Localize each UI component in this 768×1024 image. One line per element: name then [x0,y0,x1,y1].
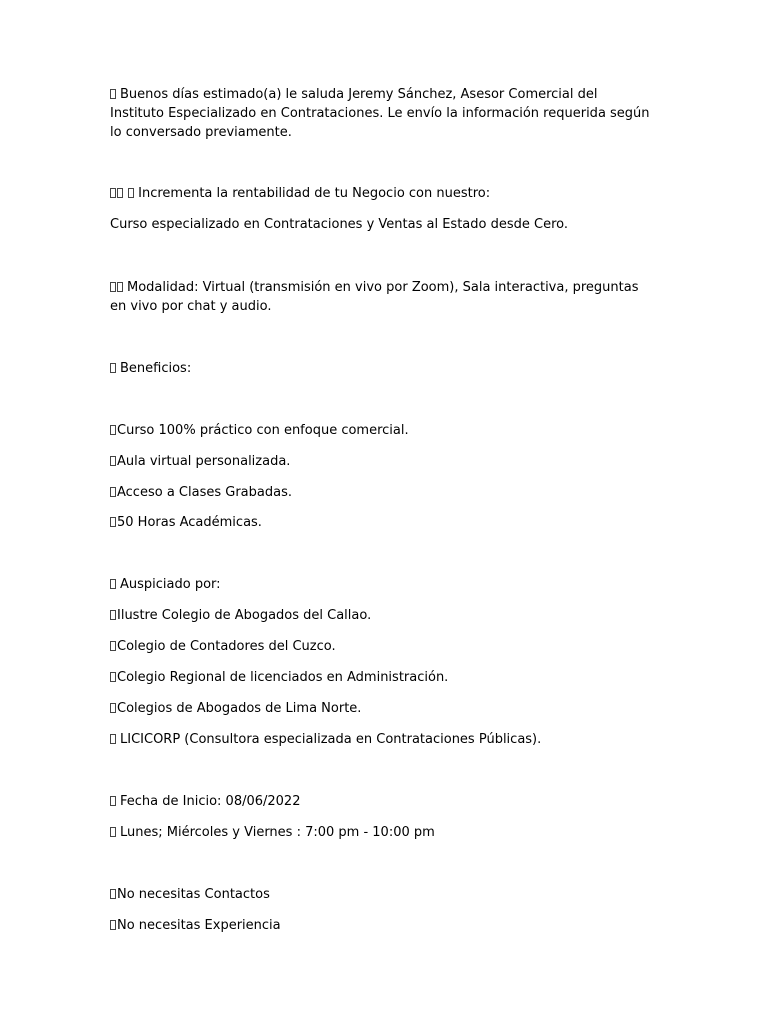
check-glyph-icon [110,487,116,497]
no-experience-text: No necesitas Experiencia [117,918,281,933]
clock-glyph-icon [110,827,116,837]
benefit-text: Aula virtual personalizada. [117,454,291,469]
check-glyph-icon [110,889,116,899]
check-glyph-icon [110,920,116,930]
benefit-item [110,483,655,502]
sponsor-item [110,699,655,718]
schedule-paragraph [110,823,655,842]
benefit-item [110,513,655,532]
headline-text: Incrementa la rentabilidad de tu Negocio con nuestro: [138,186,491,201]
check-glyph-icon [110,672,116,682]
benefit-text: Curso 100% práctico con enfoque comercial. [117,423,409,438]
benefit-text: 50 Horas Académicas. [117,515,262,530]
check-glyph-icon [110,425,116,435]
benefit-item [110,452,655,471]
sponsor-item [110,668,655,687]
emoji-glyph-icon [110,188,116,198]
emoji-glyph-icon [110,363,116,373]
sponsor-text: Colegio de Contadores del Cuzco. [117,639,336,654]
benefits-title: Beneficios: [120,361,192,376]
calendar-glyph-icon [110,796,116,806]
headline-paragraph [110,184,655,203]
sponsor-text: Colegios de Abogados de Lima Norte. [117,701,362,716]
sponsor-text: LICICORP (Consultora especializada en Contrataciones Públicas). [120,732,542,747]
greeting-text: Buenos días estimado(a) le saluda Jeremy Sánchez, Asesor Comercial del Instituto Especializado en Contrataciones. Le envío la información requerida según lo conversado previamente. [110,87,650,140]
no-experience-paragraph [110,916,655,935]
emoji-glyph-icon [110,89,116,99]
start-date-text: Fecha de Inicio: 08/06/2022 [120,794,301,809]
course-text: Curso especializado en Contrataciones y Ventas al Estado desde Cero. [110,217,568,232]
benefit-text: Acceso a Clases Grabadas. [117,485,292,500]
modality-paragraph [110,278,655,316]
emoji-glyph-icon [110,579,116,589]
no-contacts-paragraph [110,885,655,904]
modality-text: Modalidad: Virtual (transmisión en vivo por Zoom), Sala interactiva, preguntas en vivo por chat y audio. [110,280,639,314]
emoji-glyph-icon [117,282,123,292]
no-contacts-text: No necesitas Contactos [117,887,270,902]
check-glyph-icon [110,610,116,620]
check-glyph-icon [110,703,116,713]
sponsor-text: Ilustre Colegio de Abogados del Callao. [117,608,372,623]
benefit-item [110,421,655,440]
check-glyph-icon [110,517,116,527]
greeting-paragraph [110,85,655,142]
sponsor-item [110,637,655,656]
sponsor-text: Colegio Regional de licenciados en Administración. [117,670,449,685]
emoji-glyph-icon [117,188,123,198]
start-date-paragraph [110,792,655,811]
check-glyph-icon [110,734,116,744]
check-glyph-icon [110,641,116,651]
schedule-text: Lunes; Miércoles y Viernes : 7:00 pm - 10:00 pm [120,825,435,840]
emoji-glyph-icon [128,188,134,198]
check-glyph-icon [110,456,116,466]
sponsor-item [110,606,655,625]
emoji-glyph-icon [110,282,116,292]
sponsor-item [110,730,655,749]
course-paragraph [110,215,655,234]
sponsors-title: Auspiciado por: [120,577,221,592]
benefits-title-paragraph [110,359,655,378]
sponsors-title-paragraph [110,575,655,594]
